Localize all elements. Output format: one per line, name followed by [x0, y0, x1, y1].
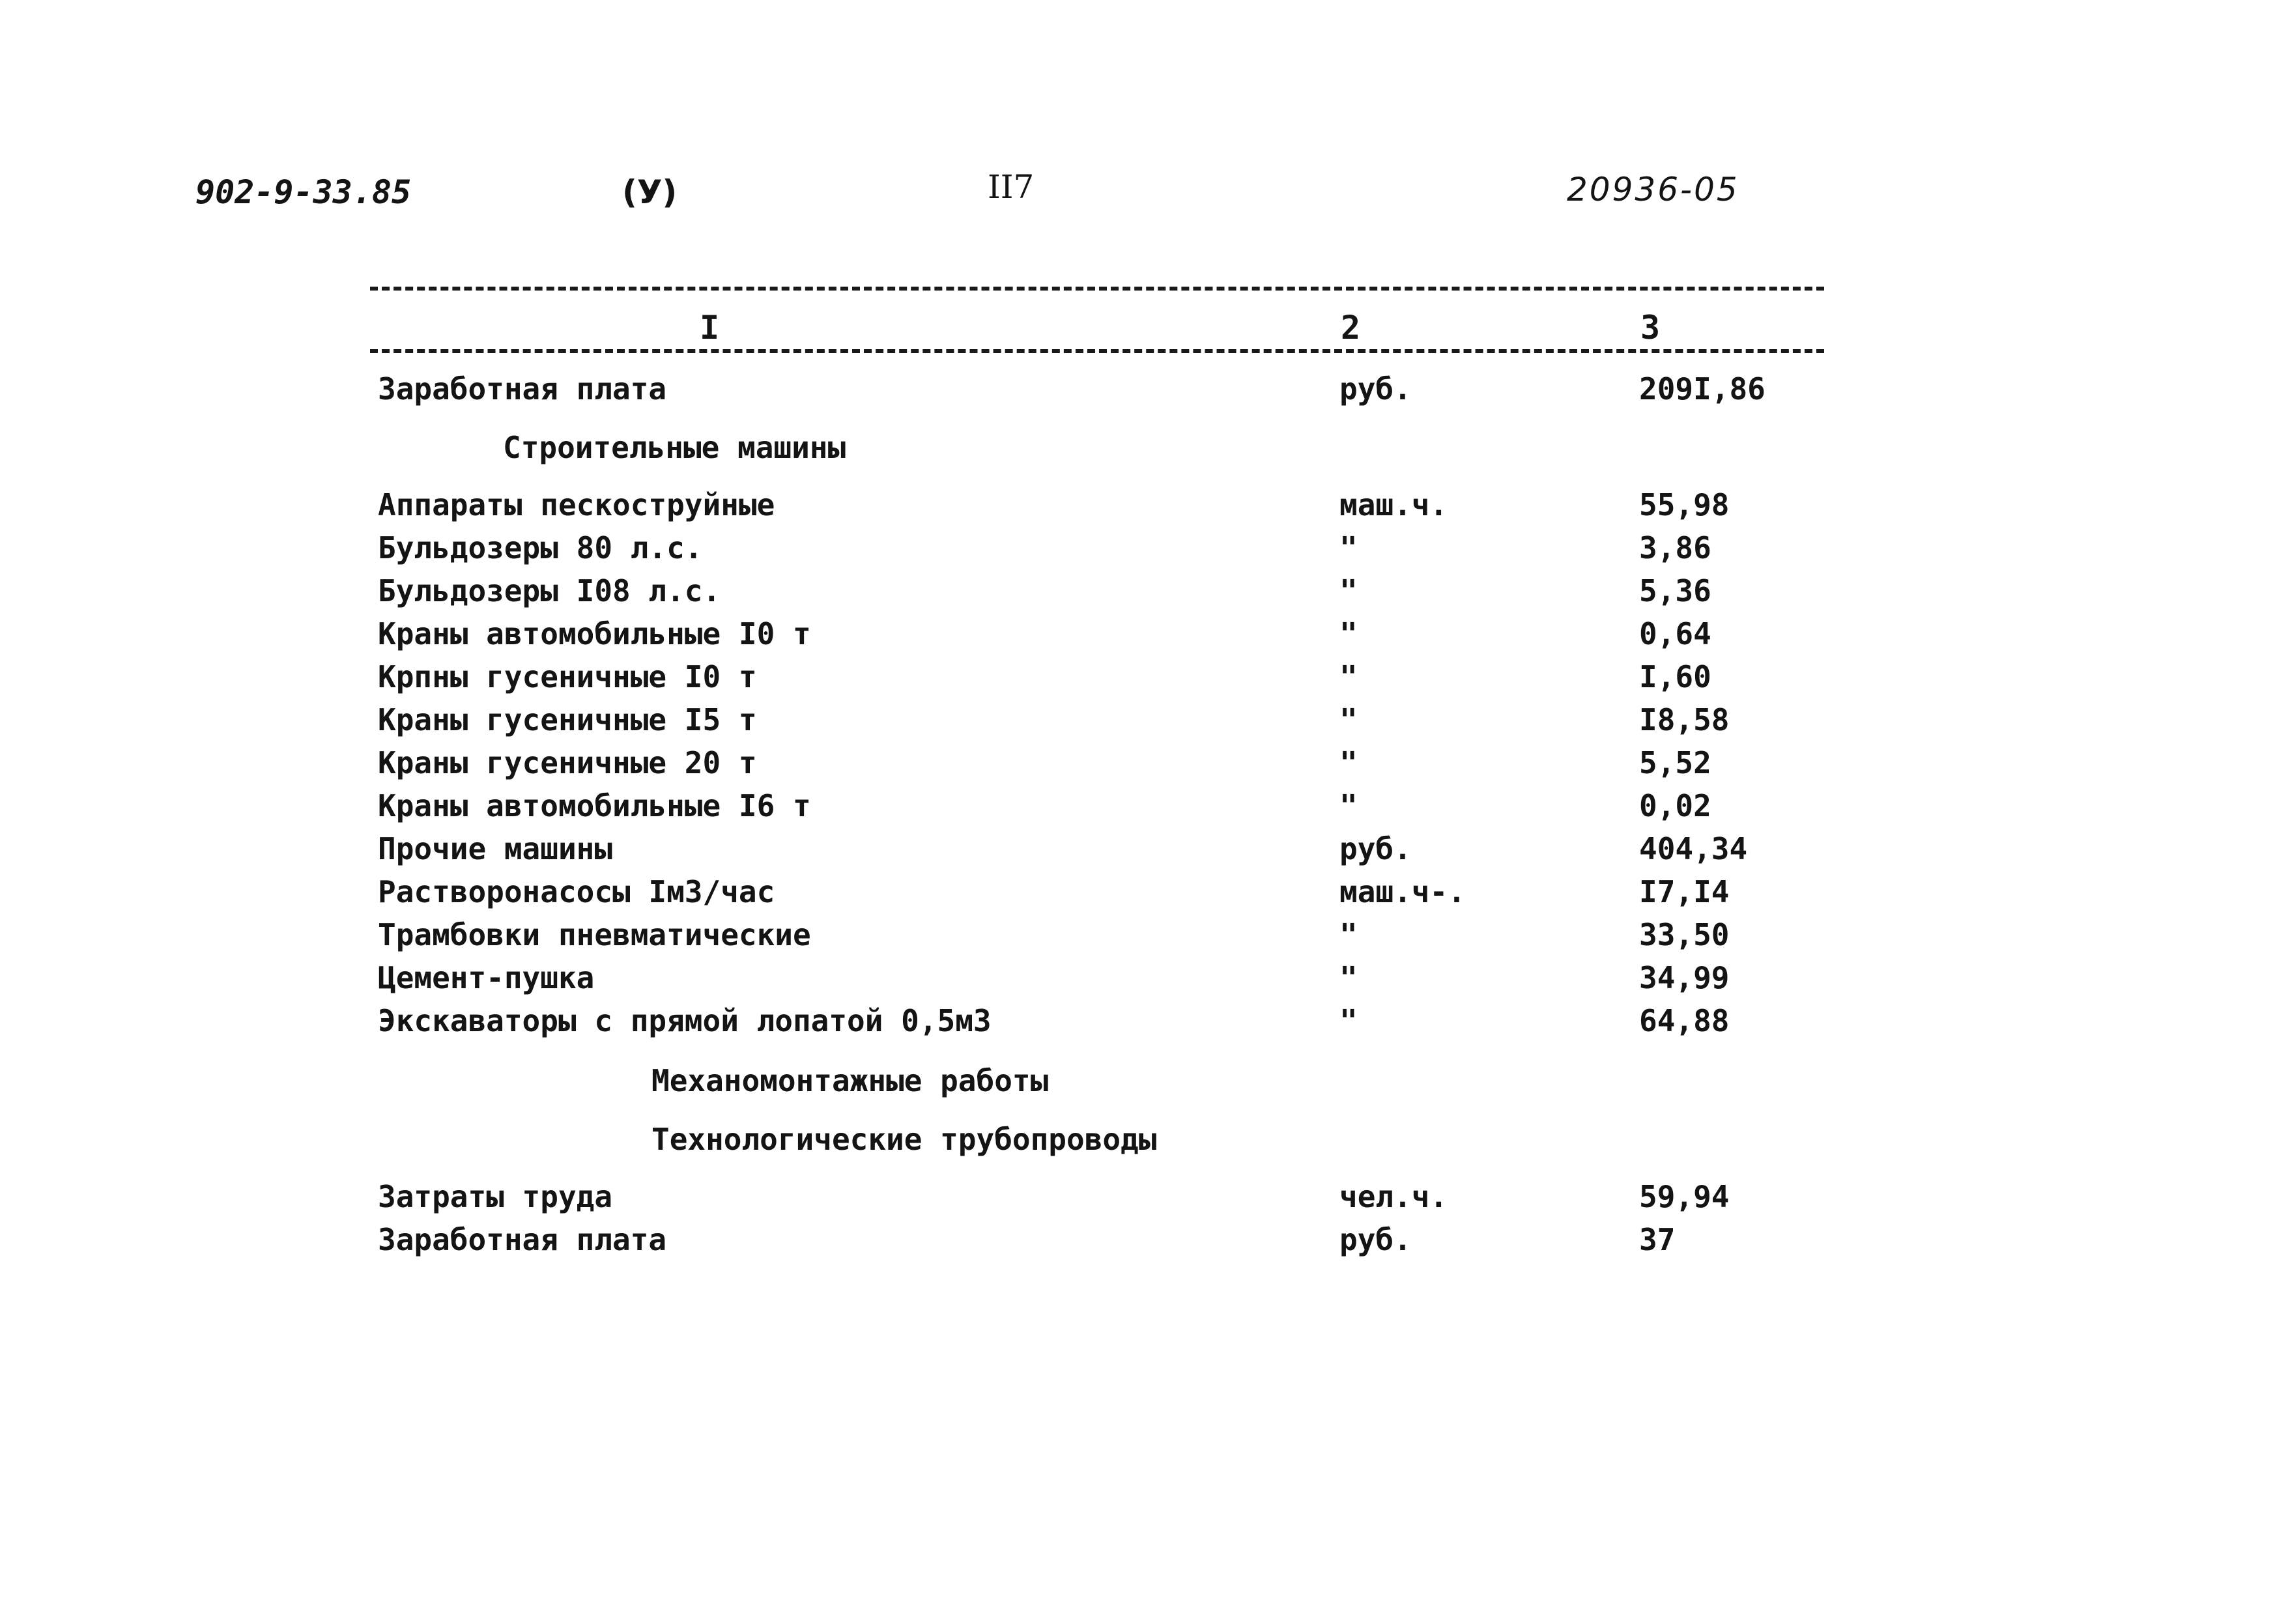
table-top-rule	[370, 287, 1824, 291]
page-number: II7	[988, 168, 1035, 206]
row-name: Заработная плата	[378, 371, 667, 406]
document-mark: (У)	[622, 173, 678, 211]
row-unit: "	[1339, 788, 1358, 823]
row-name: Краны автомобильные I6 т	[378, 788, 811, 823]
table-row	[0, 745, 2273, 788]
row-unit: "	[1339, 1003, 1358, 1038]
table-row	[0, 1179, 2273, 1222]
row-name: Краны гусеничные 20 т	[378, 745, 757, 780]
row-value: I,60	[1639, 659, 1711, 694]
table-row	[0, 487, 2273, 530]
row-unit: "	[1339, 573, 1358, 608]
row-unit: "	[1339, 659, 1358, 694]
row-value: 209I,86	[1639, 371, 1766, 406]
row-name: Затраты труда	[378, 1179, 613, 1214]
section-title-process-pipelines: Технологические трубопроводы	[651, 1122, 1157, 1157]
row-name: Растворонасосы Iм3/час	[378, 874, 775, 909]
row-name: Прочие машины	[378, 831, 613, 866]
row-value: 55,98	[1639, 487, 1730, 522]
table-row	[0, 831, 2273, 874]
table-row	[0, 659, 2273, 702]
row-unit: маш.ч.	[1339, 487, 1448, 522]
table-row	[0, 530, 2273, 573]
table-row	[0, 874, 2273, 917]
row-value: I7,I4	[1639, 874, 1730, 909]
column-header-3: 3	[1637, 309, 1664, 347]
table-row	[0, 616, 2273, 659]
row-unit: руб.	[1339, 371, 1412, 406]
row-value: 5,36	[1639, 573, 1711, 608]
archive-number: 20936-05	[1567, 171, 1739, 208]
table-row	[0, 1222, 2273, 1265]
row-unit: "	[1339, 917, 1358, 952]
table-row	[0, 371, 2273, 414]
row-unit: "	[1339, 530, 1358, 565]
table-header-rule	[370, 349, 1824, 353]
table-row	[0, 917, 2273, 960]
row-name: Аппараты пескоструйные	[378, 487, 775, 522]
row-name: Краны автомобильные I0 т	[378, 616, 811, 651]
row-name: Цемент-пушка	[378, 960, 595, 995]
row-name: Бульдозеры 80 л.с.	[378, 530, 703, 565]
row-value: 0,64	[1639, 616, 1711, 651]
row-name: Краны гусеничные I5 т	[378, 702, 757, 737]
row-unit: руб.	[1339, 1222, 1412, 1257]
row-name: Экскаваторы с прямой лопатой 0,5м3	[378, 1003, 992, 1038]
section-title-construction-machines: Строительные машины	[503, 430, 846, 465]
row-unit: "	[1339, 702, 1358, 737]
table-row	[0, 702, 2273, 745]
row-value: 0,02	[1639, 788, 1711, 823]
row-name: Крпны гусеничные I0 т	[378, 659, 757, 694]
table-row	[0, 788, 2273, 831]
column-header-2: 2	[1337, 309, 1364, 347]
row-unit: маш.ч-.	[1339, 874, 1466, 909]
row-value: 64,88	[1639, 1003, 1730, 1038]
table-row	[0, 960, 2273, 1003]
column-header-1: I	[696, 309, 723, 347]
row-name: Заработная плата	[378, 1222, 667, 1257]
row-value: 3,86	[1639, 530, 1711, 565]
row-name: Бульдозеры I08 л.с.	[378, 573, 721, 608]
row-value: 404,34	[1639, 831, 1748, 866]
row-name: Трамбовки пневматические	[378, 917, 811, 952]
row-unit: руб.	[1339, 831, 1412, 866]
document-code: 902-9-33.85	[195, 173, 412, 211]
row-unit: "	[1339, 960, 1358, 995]
row-unit: "	[1339, 745, 1358, 780]
section-title-mechanical-assembly: Механомонтажные работы	[651, 1063, 1049, 1098]
row-value: 5,52	[1639, 745, 1711, 780]
row-value: I8,58	[1639, 702, 1730, 737]
row-unit: "	[1339, 616, 1358, 651]
row-value: 59,94	[1639, 1179, 1730, 1214]
row-value: 37	[1639, 1222, 1676, 1257]
row-value: 33,50	[1639, 917, 1730, 952]
table-row	[0, 573, 2273, 616]
row-value: 34,99	[1639, 960, 1730, 995]
table-row	[0, 1003, 2273, 1046]
row-unit: чел.ч.	[1339, 1179, 1448, 1214]
